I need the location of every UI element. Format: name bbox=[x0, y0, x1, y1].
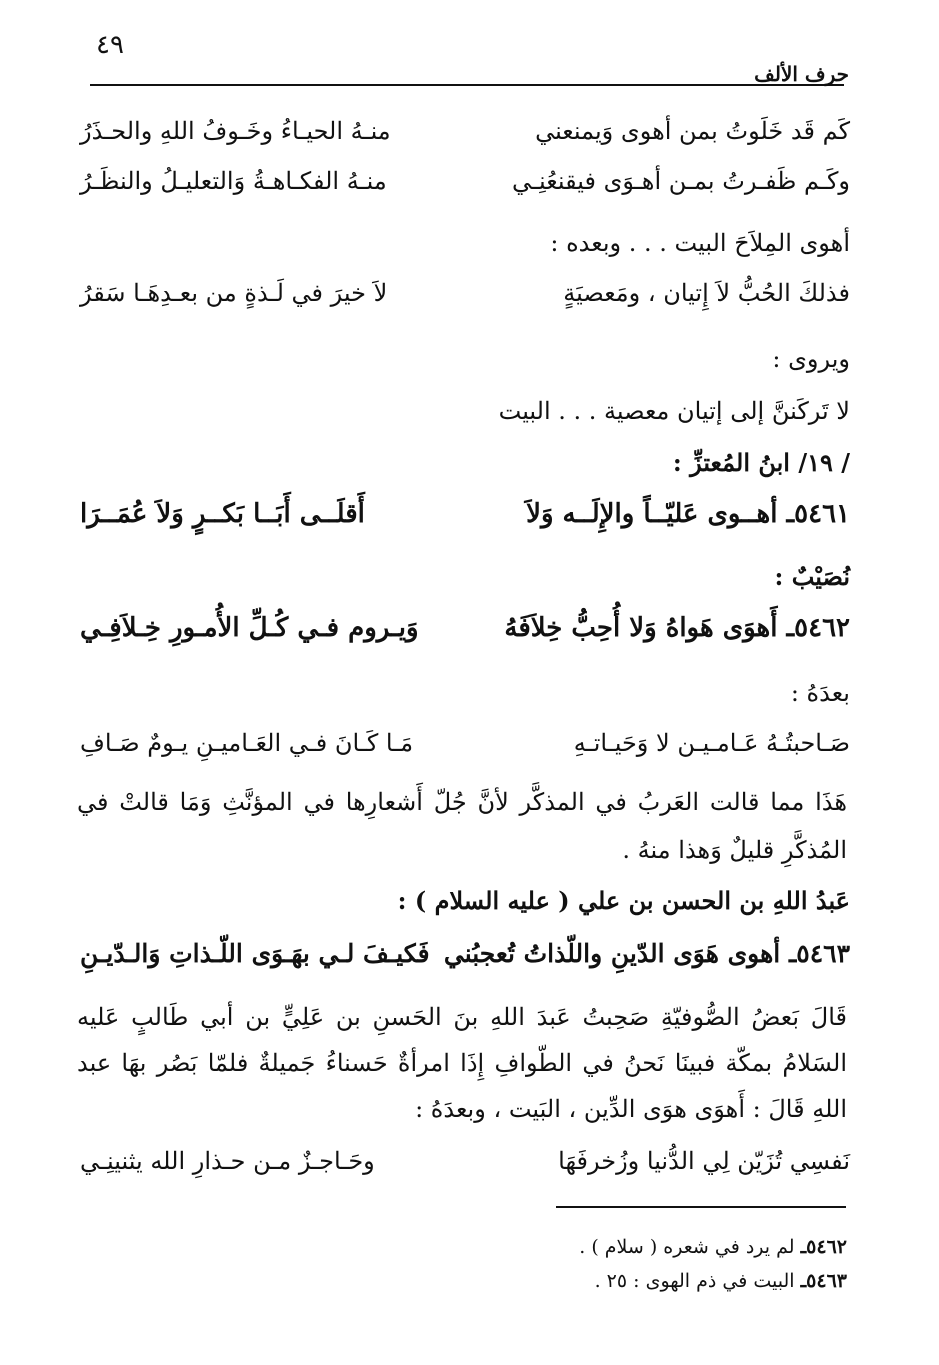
verse-first-hemistich: وكَـم ظَفـرتُ بمـن أهـوَى فيقنعُنِـي bbox=[512, 167, 850, 195]
footnote-number: ٥٤٦٣ـ bbox=[800, 1270, 847, 1292]
verse-line bbox=[80, 1148, 850, 1182]
verse-number: ٥٤٦١ـ bbox=[786, 499, 850, 529]
footnote-number: ٥٤٦٢ـ bbox=[800, 1236, 847, 1258]
verse-first-hemistich bbox=[526, 500, 850, 529]
verse-second-hemistich: مَـا كَـانَ فـي العَـاميـنِ يـومٌ صَـافِ bbox=[80, 729, 414, 757]
verse-first-hemistich: صَـاحبتُـهُ عَـامـيـن لا وَحَيـاتـهِ bbox=[573, 729, 850, 757]
note-line: لا تَركَننَّ إلى إتيان معصية . . . البيت bbox=[498, 397, 850, 425]
note-line: بعدَهُ : bbox=[790, 679, 850, 707]
numbered-verse bbox=[80, 940, 850, 978]
verse-first-hemistich: فذلكَ الحُبُّ لاَ إِتيان ، ومَعصيَةٍ bbox=[563, 279, 850, 307]
footnote bbox=[579, 1236, 847, 1258]
verse-second-hemistich: منـهُ الفكـاهـةُ وَالتعليـلُ والنظَـرُ bbox=[80, 167, 387, 195]
verse-first-hemistich bbox=[504, 614, 850, 643]
verse-text: أهوى هَوَى الدّينِ واللّذاتُ تُعجبُني bbox=[443, 939, 781, 968]
footnote-rule bbox=[556, 1206, 846, 1208]
chapter-header: حرف الألف bbox=[754, 62, 849, 86]
verse-second-hemistich: فَكيـفَ لـي بهَـوَى اللّـذاتِ وَالـدّيـنِ bbox=[80, 939, 430, 968]
footnote-text: البيت في ذم الهوى : ٢٥ . bbox=[594, 1270, 795, 1292]
verse-first-hemistich: نَفسِي تُزَيّن لِي الدُّنيا وزُخرفَهَا bbox=[558, 1147, 850, 1175]
verse-second-hemistich: أَقلَــى أَبَــا بَكــرٍ وَلاَ عُمَــرَا bbox=[80, 499, 365, 529]
verse-first-hemistich bbox=[444, 940, 850, 968]
verse-text: أهــوى عَليّــاً والإِلَــه وَلاَ bbox=[526, 499, 778, 529]
verse-line bbox=[80, 730, 850, 764]
verse-number: ٥٤٦٢ـ bbox=[786, 613, 850, 643]
poet-heading: عَبدُ اللهِ بن الحسن بن علي ( عليه السلام ) : bbox=[397, 886, 850, 915]
poet-heading: نُصَيْبٌ : bbox=[774, 562, 850, 591]
verse-second-hemistich: لاَ خيرَ في لَـذةٍ من بعـدِهَـا سَقرُ bbox=[80, 279, 388, 307]
prose-paragraph: هَذَا مما قالت العَربُ في المذكَّر لأنَّ جُلّ أَشعارِها في المؤنَّثِ وَمَا قالتْ في المُذكَّرِ قليلٌ وَهذا منهُ . bbox=[77, 788, 847, 864]
header-rule bbox=[90, 84, 844, 86]
verse-second-hemistich: منـهُ الحيـاءُ وخَـوفُ اللهِ والحـذَرُ bbox=[80, 117, 391, 145]
verse-first-hemistich: كَم قَد خَلَوتُ بمن أهوى وَيمنعني bbox=[535, 117, 850, 145]
footnote bbox=[595, 1270, 847, 1292]
verse-line bbox=[80, 118, 850, 152]
note-line: ويروى : bbox=[772, 345, 850, 373]
note-line: أهوى المِلاَحَ البيت . . . وبعده : bbox=[550, 229, 850, 257]
verse-second-hemistich: وَيـروم فـي كُـلِّ الأُمـورِ خِـلاَفِـي bbox=[80, 613, 419, 643]
numbered-verse bbox=[80, 614, 850, 652]
verse-line bbox=[80, 280, 850, 314]
verse-line bbox=[80, 168, 850, 202]
prose-paragraph: قَالَ بَعضُ الصُّوفيّةِ صَحِبتُ عَبدَ اللهِ بنَ الحَسنِ بن عَلِيٍّ بن أبي طَالبٍ عَليه السَلامُ بمكّة فبينَا نَحنُ في الطّوافِ إِذَا امرأةٌ حَسناءُ جَميلةٌ فلمّا بَصُر بهَا عبد اللهِ قَالَ : أَهوَى هوَى الدِّين ، البَيت ، وبعدَهُ : bbox=[77, 1003, 847, 1123]
poet-heading: / ١٩/ ابنُ المُعتزِّ : bbox=[672, 448, 850, 477]
verse-second-hemistich: وحَـاجـزٌ مـن حـذارِ الله يثنينِـي bbox=[80, 1147, 375, 1175]
verse-text: أَهوَى هَواهُ وَلا أُحِبُّ خِلاَفَهُ bbox=[504, 613, 778, 643]
page-number: ٤٩ bbox=[96, 30, 124, 60]
verse-number: ٥٤٦٣ـ bbox=[788, 939, 850, 968]
numbered-verse bbox=[80, 500, 850, 538]
footnote-text: لم يرد في شعره ( سلام ) . bbox=[579, 1236, 795, 1258]
